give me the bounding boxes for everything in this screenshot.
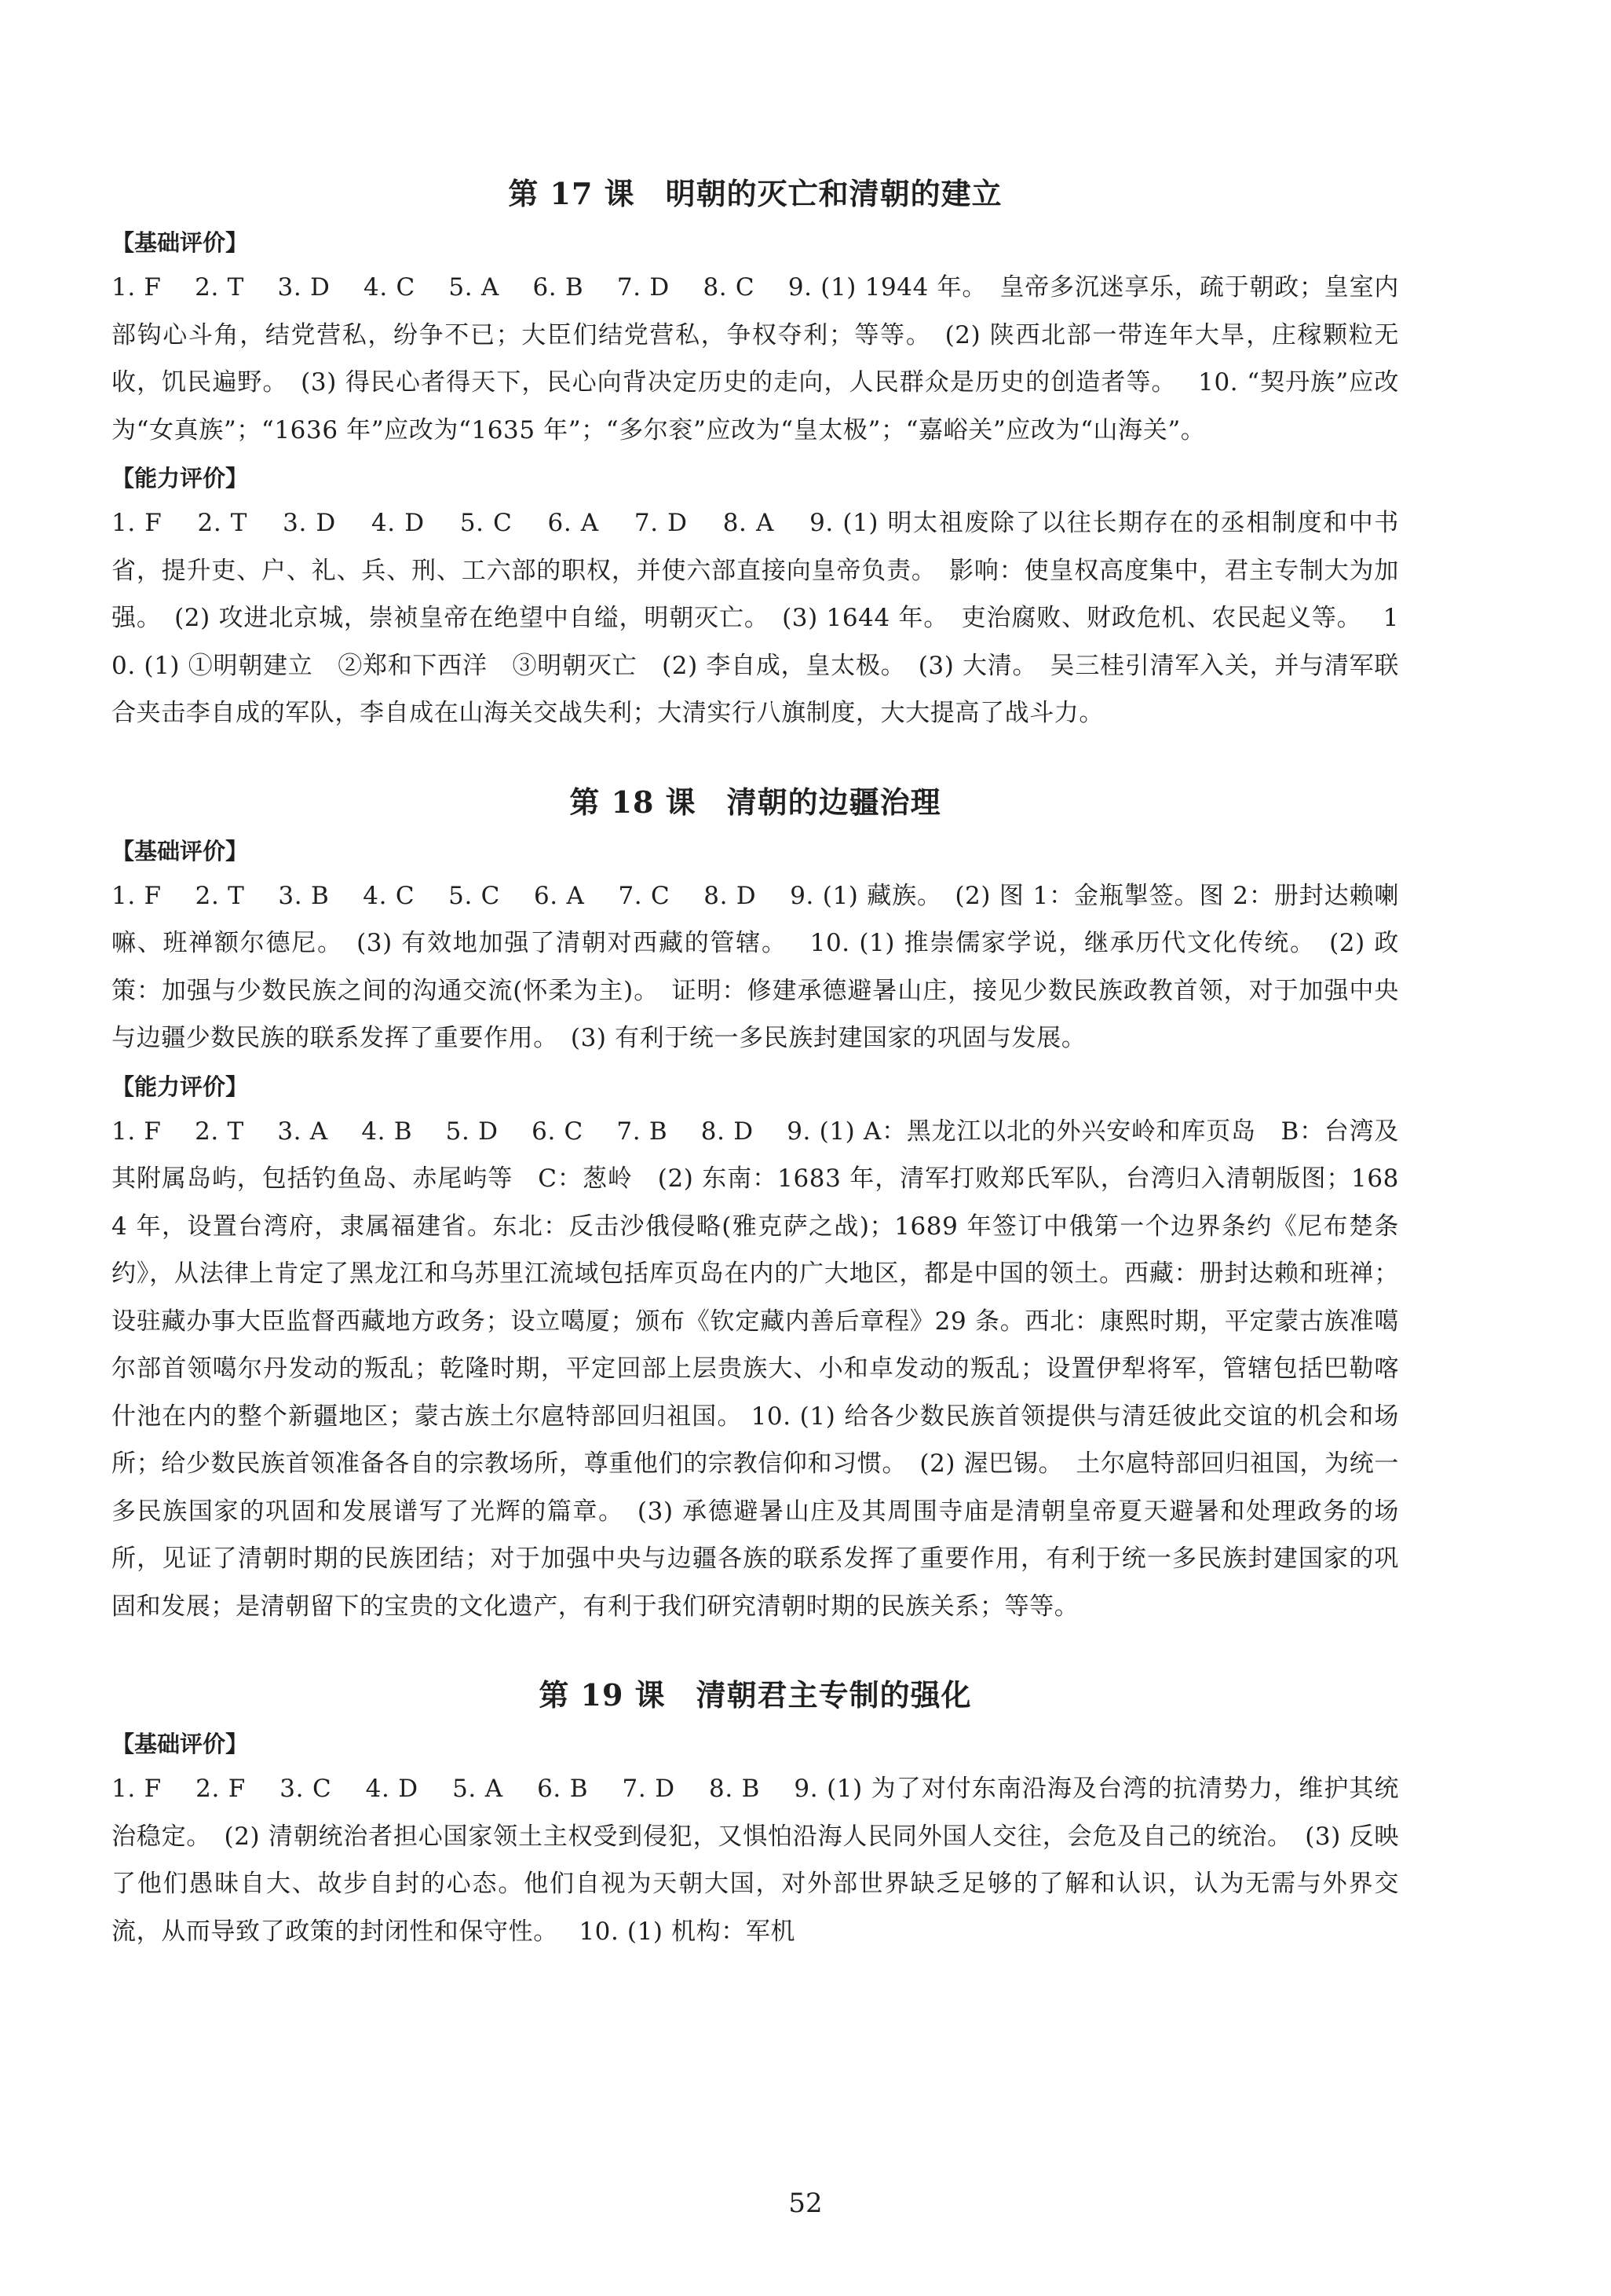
lesson-spacer	[111, 1638, 1399, 1674]
answer-text: 1. F 2. T 3. D 4. D 5. C 6. A 7. D 8. A 9. (1) 明太祖废除了以往长期存在的丞相制度和中书省，提升吏、户、礼、兵、刑、工六部的职权，并使六部直接向皇帝负责。 影响：使皇权高度集中，君主专制大为加强。 (2) 攻进北京城，崇祯皇帝在绝望中自缢，明朝灭亡。 (3) 1644 年。 吏治腐败、财政危机、农民起义等。 10. (1) ①明朝建立 ②郑和下西洋 ③明朝灭亡 (2) 李自成，皇太极。 (3) 大清。 吴三桂引清军入关，并与清军联合夹击李自成的军队，李自成在山海关交战失利；大清实行八旗制度，大大提高了战斗力。	[111, 509, 1399, 727]
section-label: 【基础评价】	[111, 1731, 249, 1757]
section-label: 【基础评价】	[111, 229, 249, 256]
section-basic-evaluation	[111, 226, 1399, 454]
lesson-title: 第 18 课 清朝的边疆治理	[569, 784, 941, 820]
answer-text: 1. F 2. F 3. C 4. D 5. A 6. B 7. D 8. B 9. (1) 为了对付东南沿海及台湾的抗清势力，维护其统治稳定。 (2) 清朝统治者担心国家领土主权受到侵犯，又惧怕沿海人民同外国人交往，会危及自己的统治。 (3) 反映了他们愚昧自大、故步自封的心态。他们自视为天朝大国，对外部世界缺乏足够的了解和认识，认为无需与外界交流，从而导致了政策的封闭性和保守性。 10. (1) 机构：军机	[111, 1775, 1399, 1946]
section-label: 【能力评价】	[111, 1073, 249, 1100]
section-basic-evaluation	[111, 835, 1399, 1062]
section-label: 【能力评价】	[111, 465, 249, 492]
section-label: 【基础评价】	[111, 837, 249, 865]
lesson-17	[111, 173, 1399, 737]
answer-text: 1. F 2. T 3. B 4. C 5. C 6. A 7. C 8. D 9. (1) 藏族。 (2) 图 1：金瓶掣签。图 2：册封达赖喇嘛、班禅额尔德尼。 (3) 有效地加强了清朝对西藏的管辖。 10. (1) 推崇儒家学说，继承历代文化传统。 (2) 政策：加强与少数民族之间的沟通交流(怀柔为主)。 证明：修建承德避暑山庄，接见少数民族政教首领，对于加强中央与边疆少数民族的联系发挥了重要作用。 (3) 有利于统一多民族封建国家的巩固与发展。	[111, 881, 1399, 1052]
lesson-title: 第 17 课 明朝的灭亡和清朝的建立	[508, 176, 1003, 211]
section-ability-evaluation	[111, 462, 1399, 737]
page-number: 52	[788, 2188, 823, 2219]
section-ability-evaluation	[111, 1070, 1399, 1631]
section-basic-evaluation	[111, 1727, 1399, 1955]
lesson-19	[111, 1674, 1399, 1955]
lesson-spacer	[111, 745, 1399, 781]
lesson-title: 第 19 课 清朝君主专制的强化	[539, 1677, 972, 1713]
answer-text: 1. F 2. T 3. A 4. B 5. D 6. C 7. B 8. D 9. (1) A：黑龙江以北的外兴安岭和库页岛 B：台湾及其附属岛屿，包括钓鱼岛、赤尾屿等 C：葱岭 (2) 东南：1683 年，清军打败郑氏军队，台湾归入清朝版图；1684 年，设置台湾府，隶属福建省。东北：反击沙俄侵略(雅克萨之战)；1689 年签订中俄第一个边界条约《尼布楚条约》，从法律上肯定了黑龙江和乌苏里江流域包括库页岛在内的广大地区，都是中国的领土。西藏：册封达赖和班禅；设驻藏办事大臣监督西藏地方政务；设立噶厦；颁布《钦定藏内善后章程》29 条。西北：康熙时期，平定蒙古族准噶尔部首领噶尔丹发动的叛乱；乾隆时期，平定回部上层贵族大、小和卓发动的叛乱；设置伊犁将军，管辖包括巴勒喀什池在内的整个新疆地区；蒙古族土尔扈特部回归祖国。 10. (1) 给各少数民族首领提供与清廷彼此交谊的机会和场所；给少数民族首领准备各自的宗教场所，尊重他们的宗教信仰和习惯。 (2) 渥巴锡。 土尔扈特部回归祖国，为统一多民族国家的巩固和发展谱写了光辉的篇章。 (3) 承德避暑山庄及其周围寺庙是清朝皇帝夏天避暑和处理政务的场所，见证了清朝时期的民族团结；对于加强中央与边疆各族的联系发挥了重要作用，有利于统一多民族封建国家的巩固和发展；是清朝留下的宝贵的文化遗产，有利于我们研究清朝时期的民族关系；等等。	[111, 1117, 1399, 1621]
page-content	[111, 173, 1399, 1963]
answer-text: 1. F 2. T 3. D 4. C 5. A 6. B 7. D 8. C 9. (1) 1944 年。 皇帝多沉迷享乐，疏于朝政；皇室内部钩心斗角，结党营私，纷争不已；大臣们结党营私，争权夺利；等等。 (2) 陕西北部一带连年大旱，庄稼颗粒无收，饥民遍野。 (3) 得民心者得天下，民心向背决定历史的走向，人民群众是历史的创造者等。 10. “契丹族”应改为“女真族”；“1636 年”应改为“1635 年”；“多尔衮”应改为“皇太极”；“嘉峪关”应改为“山海关”。	[111, 273, 1399, 444]
lesson-18	[111, 781, 1399, 1631]
